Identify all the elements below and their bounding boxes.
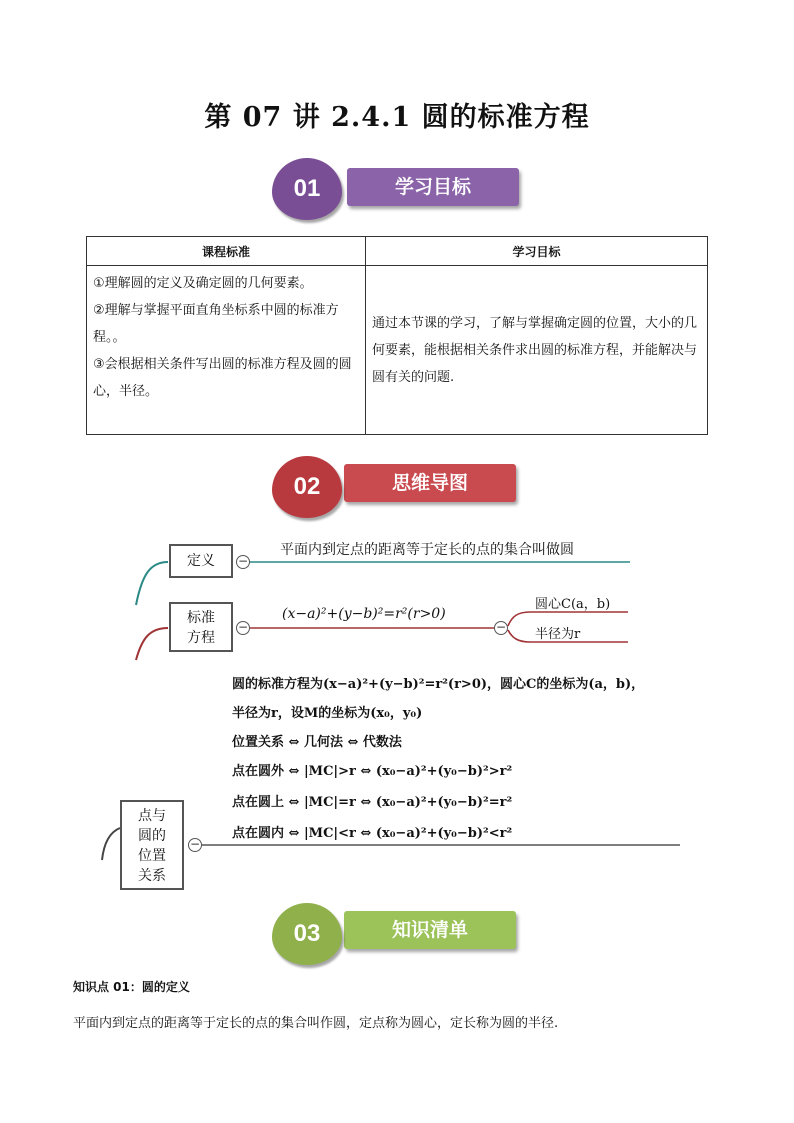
section-03-label: 知识清单: [344, 911, 516, 949]
position-line-1: 圆的标准方程为(x−a)²+(y−b)²=r²(r>0)，圆心C的坐标为(a，b)，: [232, 677, 645, 692]
goals-header-standard: 课程标准: [87, 237, 366, 266]
position-line-5: 点在圆上 ⇔ |MC|=r ⇔ (x₀−a)²+(y₀−b)²=r²: [232, 795, 513, 810]
center-text: 圆心C(a，b): [535, 597, 611, 612]
position-label-1: 点与: [138, 808, 166, 824]
definition-node: [169, 544, 233, 578]
standard-label-1: 标准: [187, 610, 215, 626]
objective-text: 通过本节课的学习，了解与掌握确定圆的位置，大小的几何要素，能根据相关条件求出圆的标准方程，并能解决与圆有关的问题.: [372, 315, 698, 385]
goals-header-objective: 学习目标: [366, 237, 708, 266]
section-02-number: 02: [272, 456, 342, 518]
position-line-6: 点在圆内 ⇔ |MC|<r ⇔ (x₀−a)²+(y₀−b)²<r²: [232, 826, 513, 841]
definition-text: 平面内到定点的距离等于定长的点的集合叫做圆: [280, 542, 574, 558]
section-03-header: [272, 903, 522, 969]
equation-collapse-toggle[interactable]: −: [495, 620, 507, 634]
standard-label-2: 方程: [187, 630, 215, 646]
position-line-2: 半径为r，设M的坐标为(x₀，y₀): [232, 706, 423, 721]
position-collapse-toggle[interactable]: −: [189, 837, 201, 851]
section-02-header: [272, 456, 522, 522]
knowledge-point-body: 平面内到定点的距离等于定长的点的集合叫作圆，定点称为圆心，定长称为圆的半径.: [73, 1016, 559, 1031]
section-03-number: 03: [272, 903, 342, 965]
definition-collapse-toggle[interactable]: −: [237, 554, 249, 568]
page-title: 第 07 讲 2.4.1 圆的标准方程: [204, 102, 590, 133]
position-label-3: 位置: [138, 848, 166, 864]
section-02-label: 思维导图: [344, 464, 516, 502]
definition-label: 定义: [187, 553, 215, 569]
standard-equation-node: [169, 602, 233, 652]
standard-cell: [87, 266, 366, 435]
standard-line-3: ③会根据相关条件写出圆的标准方程及圆的圆心，半径。: [93, 357, 352, 399]
standard-collapse-toggle[interactable]: −: [237, 620, 249, 634]
section-01-label: 学习目标: [347, 168, 519, 206]
standard-line-1: ①理解圆的定义及确定圆的几何要素。: [93, 276, 313, 291]
position-line-4: 点在圆外 ⇔ |MC|>r ⇔ (x₀−a)²+(y₀−b)²>r²: [232, 764, 513, 779]
section-01-header: [272, 158, 522, 224]
position-label-2: 圆的: [138, 828, 166, 844]
position-label-4: 关系: [138, 868, 166, 884]
section-01-number: 01: [272, 158, 342, 220]
position-relation-node: [120, 800, 184, 890]
knowledge-point-title: 知识点 01：圆的定义: [73, 980, 190, 994]
radius-text: 半径为r: [535, 627, 581, 642]
goals-table: [86, 236, 708, 435]
position-line-3: 位置关系 ⇔ 几何法 ⇔ 代数法: [232, 735, 402, 750]
standard-line-2: ②理解与掌握平面直角坐标系中圆的标准方程。。: [93, 303, 339, 345]
standard-equation: (x−a)²+(y−b)²=r²(r>0): [282, 606, 446, 622]
objective-cell: [366, 266, 708, 435]
